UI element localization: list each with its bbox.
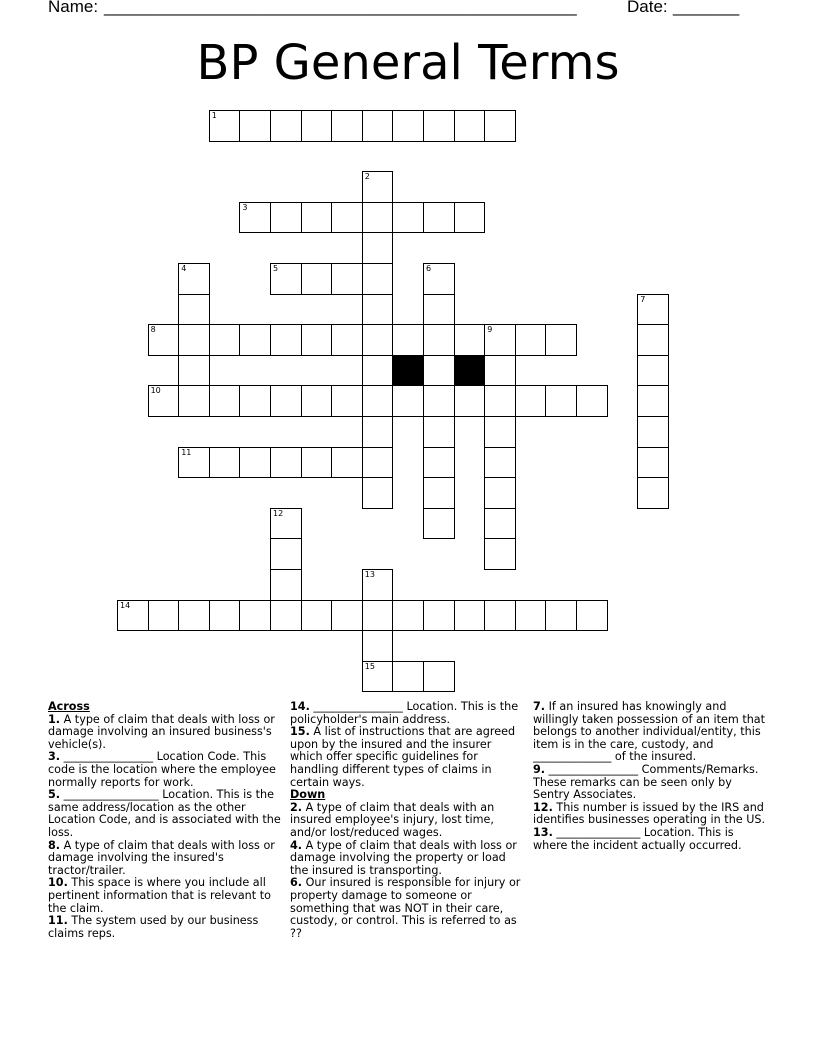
- clue-number: 6: [426, 264, 432, 273]
- crossword-cell[interactable]: [515, 600, 547, 632]
- clue-item-text: If an insured has knowingly and willingly taken possession of an item that belongs to another individual/entity, this item is in the care, custody, and ______________ of the insured.: [533, 700, 766, 764]
- crossword-cell[interactable]: [362, 324, 394, 356]
- date-field-line[interactable]: _______: [673, 0, 740, 16]
- crossword-cell[interactable]: [331, 110, 363, 142]
- crossword-cell[interactable]: [637, 477, 669, 509]
- clue-item-number: 12.: [533, 800, 553, 814]
- crossword-cell[interactable]: [423, 416, 455, 448]
- crossword-cell[interactable]: [454, 324, 486, 356]
- clue-item: [533, 827, 769, 852]
- crossword-cell[interactable]: [484, 416, 516, 448]
- crossword-cell[interactable]: [484, 447, 516, 479]
- clue-item: [290, 840, 526, 878]
- clue-item-text: ________________ Location Code. This code is the location where the employee normally reports for work.: [48, 750, 276, 789]
- clue-number: 1: [211, 111, 217, 120]
- crossword-cell[interactable]: [362, 232, 394, 264]
- crossword-cell[interactable]: [423, 324, 455, 356]
- crossword-cell[interactable]: [239, 110, 271, 142]
- crossword-cell[interactable]: [484, 600, 516, 632]
- crossword-cell[interactable]: [392, 385, 424, 417]
- clue-item-text: _________________ Location. This is the same address/location as the other Location Code, and is associated with the loss.: [48, 788, 281, 839]
- crossword-cell[interactable]: [392, 600, 424, 632]
- crossword-cell[interactable]: [362, 630, 394, 662]
- clue-item-number: 6.: [290, 876, 303, 890]
- crossword-cell[interactable]: [301, 324, 333, 356]
- clue-item-number: 14.: [290, 700, 310, 713]
- crossword-cell[interactable]: [423, 263, 455, 295]
- clue-item: [533, 701, 769, 764]
- crossword-cell[interactable]: [239, 385, 271, 417]
- crossword-cell[interactable]: [423, 294, 455, 326]
- crossword-cell[interactable]: [545, 600, 577, 632]
- crossword-cell[interactable]: [484, 477, 516, 509]
- crossword-cell[interactable]: [392, 324, 424, 356]
- crossword-cell[interactable]: [576, 600, 608, 632]
- clue-item-number: 9.: [533, 762, 546, 776]
- clue-number: 11: [181, 447, 192, 457]
- clue-item-text: A type of claim that deals with loss or damage involving the insured's tractor/trailer.: [48, 838, 275, 877]
- crossword-cell[interactable]: [270, 447, 302, 479]
- crossword-cell[interactable]: [545, 324, 577, 356]
- crossword-cell[interactable]: [178, 324, 210, 356]
- clue-item: [48, 915, 282, 940]
- crossword-cell[interactable]: [515, 385, 547, 417]
- crossword-cell[interactable]: [454, 600, 486, 632]
- crossword-cell[interactable]: [362, 171, 394, 203]
- crossword-cell[interactable]: [362, 447, 394, 479]
- crossword-cell[interactable]: [270, 324, 302, 356]
- clue-item-text: ________________ Location. This is the policyholder's main address.: [290, 700, 519, 726]
- clue-item: [533, 764, 769, 802]
- crossword-cell[interactable]: [270, 263, 302, 295]
- crossword-cell[interactable]: [362, 263, 394, 295]
- crossword-cell[interactable]: [178, 355, 210, 387]
- clue-item: [48, 751, 282, 789]
- crossword-cell[interactable]: [331, 385, 363, 417]
- clue-item-text: A list of instructions that are agreed upon by the insured and the insurer which offer specific guidelines for handling different types of claims in certain ways.: [290, 725, 516, 789]
- crossword-cell[interactable]: [301, 385, 333, 417]
- crossword-cell[interactable]: [270, 538, 302, 570]
- crossword-cell[interactable]: [362, 110, 394, 142]
- crossword-cell[interactable]: [178, 447, 210, 479]
- crossword-cell[interactable]: [178, 294, 210, 326]
- clue-item-number: 5.: [48, 788, 61, 802]
- clues-column-1: [48, 701, 282, 940]
- crossword-cell[interactable]: [270, 600, 302, 632]
- crossword-cell[interactable]: [209, 324, 241, 356]
- clue-item-number: 13.: [533, 825, 553, 839]
- date-label: Date:: [627, 0, 668, 16]
- crossword-cell[interactable]: [454, 202, 486, 234]
- crossword-cell[interactable]: [362, 477, 394, 509]
- crossword-cell[interactable]: [484, 508, 516, 540]
- crossword-cell[interactable]: [637, 447, 669, 479]
- clue-item-text: _______________ Location. This is where the incident actually occurred.: [533, 825, 742, 852]
- crossword-cell[interactable]: [270, 385, 302, 417]
- crossword-cell[interactable]: [209, 385, 241, 417]
- clue-item: [48, 840, 282, 878]
- crossword-cell[interactable]: [362, 416, 394, 448]
- crossword-cell[interactable]: [423, 477, 455, 509]
- crossword-cell[interactable]: [178, 600, 210, 632]
- clue-number: 14: [120, 600, 131, 610]
- crossword-cell[interactable]: [423, 355, 455, 387]
- name-label: Name:: [48, 0, 99, 16]
- clue-item-text: Our insured is responsible for injury or property damage to someone or something that was NOT in their care, custody, or control. This is referred to as ??: [290, 876, 521, 940]
- clue-item: [290, 726, 526, 789]
- crossword-cell[interactable]: [239, 202, 271, 234]
- crossword-cell[interactable]: [331, 600, 363, 632]
- crossword-cell[interactable]: [270, 202, 302, 234]
- crossword-cell[interactable]: [484, 324, 516, 356]
- crossword-cell[interactable]: [301, 202, 333, 234]
- crossword-cell[interactable]: [301, 263, 333, 295]
- crossword-cell[interactable]: [270, 110, 302, 142]
- crossword-cell[interactable]: [209, 110, 241, 142]
- clue-item-text: ________________ Comments/Remarks. These remarks can be seen only by Sentry Associates.: [533, 762, 759, 802]
- crossword-cell[interactable]: [484, 355, 516, 387]
- crossword-cell[interactable]: [362, 661, 394, 693]
- clue-item-number: 3.: [48, 750, 61, 764]
- clue-number: 10: [150, 386, 161, 396]
- crossword-cell[interactable]: [423, 447, 455, 479]
- crossword-cell[interactable]: [362, 385, 394, 417]
- crossword-cell[interactable]: [331, 263, 363, 295]
- crossword-cell[interactable]: [423, 202, 455, 234]
- clue-heading: Down: [290, 788, 326, 802]
- black-cell: [454, 355, 486, 387]
- crossword-cell[interactable]: [392, 661, 424, 693]
- clue-number: 7: [640, 294, 646, 304]
- clue-item: [290, 877, 526, 940]
- crossword-cell[interactable]: [331, 447, 363, 479]
- crossword-cell[interactable]: [423, 600, 455, 632]
- clue-item: [290, 701, 526, 726]
- clue-item-text: A type of claim that deals with loss or damage involving an insured business's vehicle(s).: [48, 712, 275, 751]
- clue-item-number: 7.: [533, 700, 546, 713]
- crossword-cell[interactable]: [484, 538, 516, 570]
- clue-item: [290, 802, 526, 840]
- clue-number: 12: [273, 508, 284, 518]
- black-cell: [392, 355, 424, 387]
- crossword-cell[interactable]: [301, 447, 333, 479]
- clue-number: 13: [364, 570, 375, 579]
- clue-item-text: This space is where you include all pertinent information that is relevant to the claim.: [48, 876, 271, 915]
- crossword-cell[interactable]: [148, 324, 180, 356]
- clue-item-text: A type of claim that deals with loss or damage involving the property or load the insured is transporting.: [290, 838, 517, 877]
- crossword-cell[interactable]: [239, 447, 271, 479]
- crossword-cell[interactable]: [209, 600, 241, 632]
- crossword-cell[interactable]: [423, 661, 455, 693]
- clue-number: 2: [364, 172, 370, 182]
- clue-item-number: 10.: [48, 876, 68, 890]
- clue-item-number: 2.: [290, 800, 303, 814]
- crossword-cell[interactable]: [484, 110, 516, 142]
- clue-number: 15: [364, 661, 375, 671]
- crossword-cell[interactable]: [331, 324, 363, 356]
- page-title: BP General Terms: [196, 35, 620, 91]
- crossword-cell[interactable]: [178, 385, 210, 417]
- crossword-cell[interactable]: [239, 600, 271, 632]
- crossword-cell[interactable]: [331, 202, 363, 234]
- clue-heading: Across: [48, 700, 90, 713]
- clue-item: [48, 877, 282, 915]
- crossword-cell[interactable]: [637, 324, 669, 356]
- crossword-cell[interactable]: [576, 385, 608, 417]
- crossword-cell[interactable]: [362, 294, 394, 326]
- clue-number: 4: [181, 264, 187, 273]
- clue-item: [48, 714, 282, 752]
- crossword-cell[interactable]: [423, 508, 455, 540]
- crossword-cell[interactable]: [545, 385, 577, 417]
- crossword-cell[interactable]: [637, 385, 669, 417]
- clue-number: 5: [273, 264, 279, 273]
- crossword-cell[interactable]: [117, 600, 149, 632]
- crossword-cell[interactable]: [454, 110, 486, 142]
- clue-item: [48, 789, 282, 839]
- crossword-cell[interactable]: [362, 569, 394, 601]
- crossword-cell[interactable]: [392, 110, 424, 142]
- clue-number: 9: [487, 325, 493, 335]
- crossword-cell[interactable]: [637, 294, 669, 326]
- crossword-cell[interactable]: [392, 202, 424, 234]
- crossword-cell[interactable]: [270, 569, 302, 601]
- crossword-cell[interactable]: [454, 385, 486, 417]
- clue-number: 8: [150, 325, 156, 335]
- crossword-cell[interactable]: [637, 355, 669, 387]
- crossword-cell[interactable]: [148, 385, 180, 417]
- crossword-cell[interactable]: [148, 600, 180, 632]
- clue-item-text: A type of claim that deals with an insured employee's injury, lost time, and/or lost/reduced wages.: [290, 800, 495, 839]
- clue-item-number: 8.: [48, 838, 61, 852]
- crossword-cell[interactable]: [209, 447, 241, 479]
- clue-item-text: This number is issued by the IRS and identifies businesses operating in the US.: [533, 800, 766, 827]
- clue-item: [533, 802, 769, 827]
- clue-item-number: 1.: [48, 712, 61, 726]
- crossword-cell[interactable]: [423, 110, 455, 142]
- crossword-cell[interactable]: [362, 202, 394, 234]
- clues-column-3: [533, 701, 769, 852]
- clue-number: 3: [242, 202, 248, 212]
- crossword-cell[interactable]: [301, 110, 333, 142]
- crossword-cell[interactable]: [301, 600, 333, 632]
- crossword-cell[interactable]: [270, 508, 302, 540]
- name-field-line[interactable]: __________________________________________________: [104, 0, 577, 16]
- clue-item-text: The system used by our business claims reps.: [48, 914, 259, 940]
- crossword-cell[interactable]: [423, 385, 455, 417]
- clue-item-number: 11.: [48, 914, 68, 928]
- crossword-cell[interactable]: [637, 416, 669, 448]
- crossword-cell[interactable]: [362, 600, 394, 632]
- crossword-cell[interactable]: [239, 324, 271, 356]
- clues-column-2: [290, 701, 526, 940]
- crossword-cell[interactable]: [515, 324, 547, 356]
- crossword-cell[interactable]: [484, 385, 516, 417]
- clue-item-number: 15.: [290, 725, 310, 739]
- crossword-cell[interactable]: [362, 355, 394, 387]
- clue-item-number: 4.: [290, 838, 303, 852]
- crossword-cell[interactable]: [178, 263, 210, 295]
